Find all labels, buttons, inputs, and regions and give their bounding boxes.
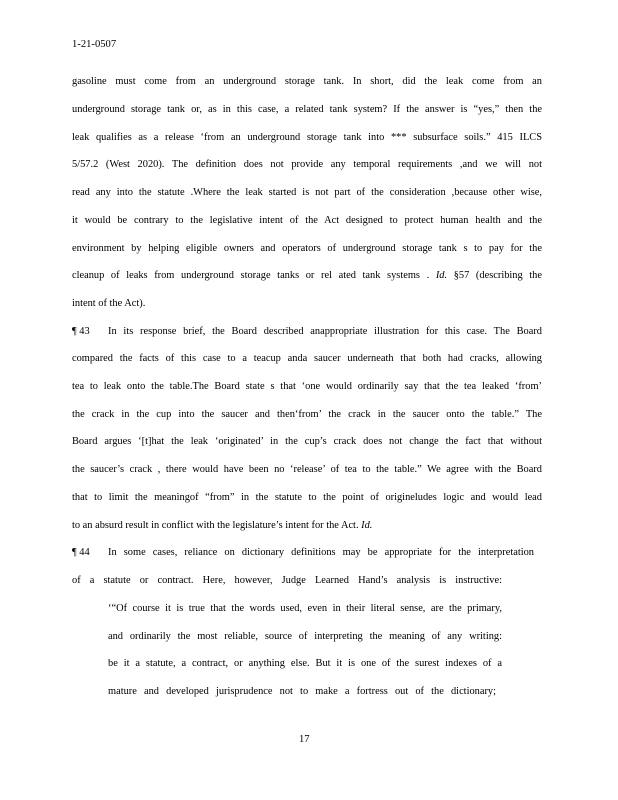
body-line: tea to leak onto the table.The Board state s that ‘one would ordinarily say that the tea leaked ‘from’ <box>72 381 542 392</box>
block-quote-line: and ordinarily the most reliable, source of interpreting the meaning of any writing: <box>108 631 502 642</box>
body-text: §57 (describing the <box>447 270 542 281</box>
body-line: the saucer’s crack , there would have been no ‘release’ of tea to the table.” We agree with the Board <box>72 464 542 475</box>
body-line: read any into the statute .Where the leak started is not part of the consideration ,because other wise, <box>72 187 542 198</box>
block-quote-line: be it a statute, a contract, or anything else. But it is one of the surest indexes of a <box>108 658 502 669</box>
body-line: 5/57.2 (West 2020). The definition does not provide any temporal requirements ,and we will not <box>72 159 542 170</box>
body-line: environment by helping eligible owners and operators of underground storage tank s to pay for the <box>72 243 542 254</box>
body-text: to an absurd result in conflict with the legislature’s intent for the Act. <box>72 520 362 531</box>
block-quote-line: mature and developed jurisprudence not to make a fortress out of the dictionary; <box>108 686 496 697</box>
citation-id: Id. <box>361 520 373 531</box>
body-text: In its response brief, the Board described anappropriate illustration for this case. The Board <box>108 326 542 337</box>
body-line: leak qualifies as a release ‘from an underground storage tank into *** subsurface soils.” 415 ILCS <box>72 132 542 143</box>
body-line: of a statute or contract. Here, however, Judge Learned Hand’s analysis is instructive: <box>72 575 502 586</box>
body-line: underground storage tank or, as in this case, a related tank system? If the answer is “yes,” then the <box>72 104 542 115</box>
body-line-with-citation <box>72 519 372 533</box>
body-line: intent of the Act). <box>72 298 146 309</box>
body-line: it would be contrary to the legislative intent of the Act designed to protect human health and the <box>72 215 542 226</box>
body-text: In some cases, reliance on dictionary definitions may be appropriate for the interpretation <box>108 547 534 558</box>
paragraph-marker: ¶ 43 <box>72 326 90 337</box>
body-line: Board argues ‘[t]hat the leak ‘originated’ in the cup’s crack does not change the fact that without <box>72 436 542 447</box>
paragraph-marker: ¶ 44 <box>72 547 90 558</box>
block-quote-line: ‘“Of course it is true that the words used, even in their literal sense, are the primary, <box>108 603 502 614</box>
citation-id: Id. <box>435 270 448 281</box>
case-number-header: 1-21-0507 <box>72 39 117 50</box>
body-line: the crack in the cup into the saucer and then‘from’ the crack in the saucer onto the table.” The <box>72 409 542 420</box>
body-text: cleanup of leaks from underground storage tanks or rel ated tank systems . <box>72 270 430 281</box>
body-line: that to limit the meaningof “from” in the statute to the point of origineludes logic and would lead <box>72 492 542 503</box>
body-line-with-citation <box>72 269 542 283</box>
page-number: 17 <box>299 734 310 745</box>
body-line: gasoline must come from an underground storage tank. In short, did the leak come from an <box>72 76 542 87</box>
body-line: compared the facts of this case to a teacup anda saucer underneath that both had cracks, allowing <box>72 353 542 364</box>
